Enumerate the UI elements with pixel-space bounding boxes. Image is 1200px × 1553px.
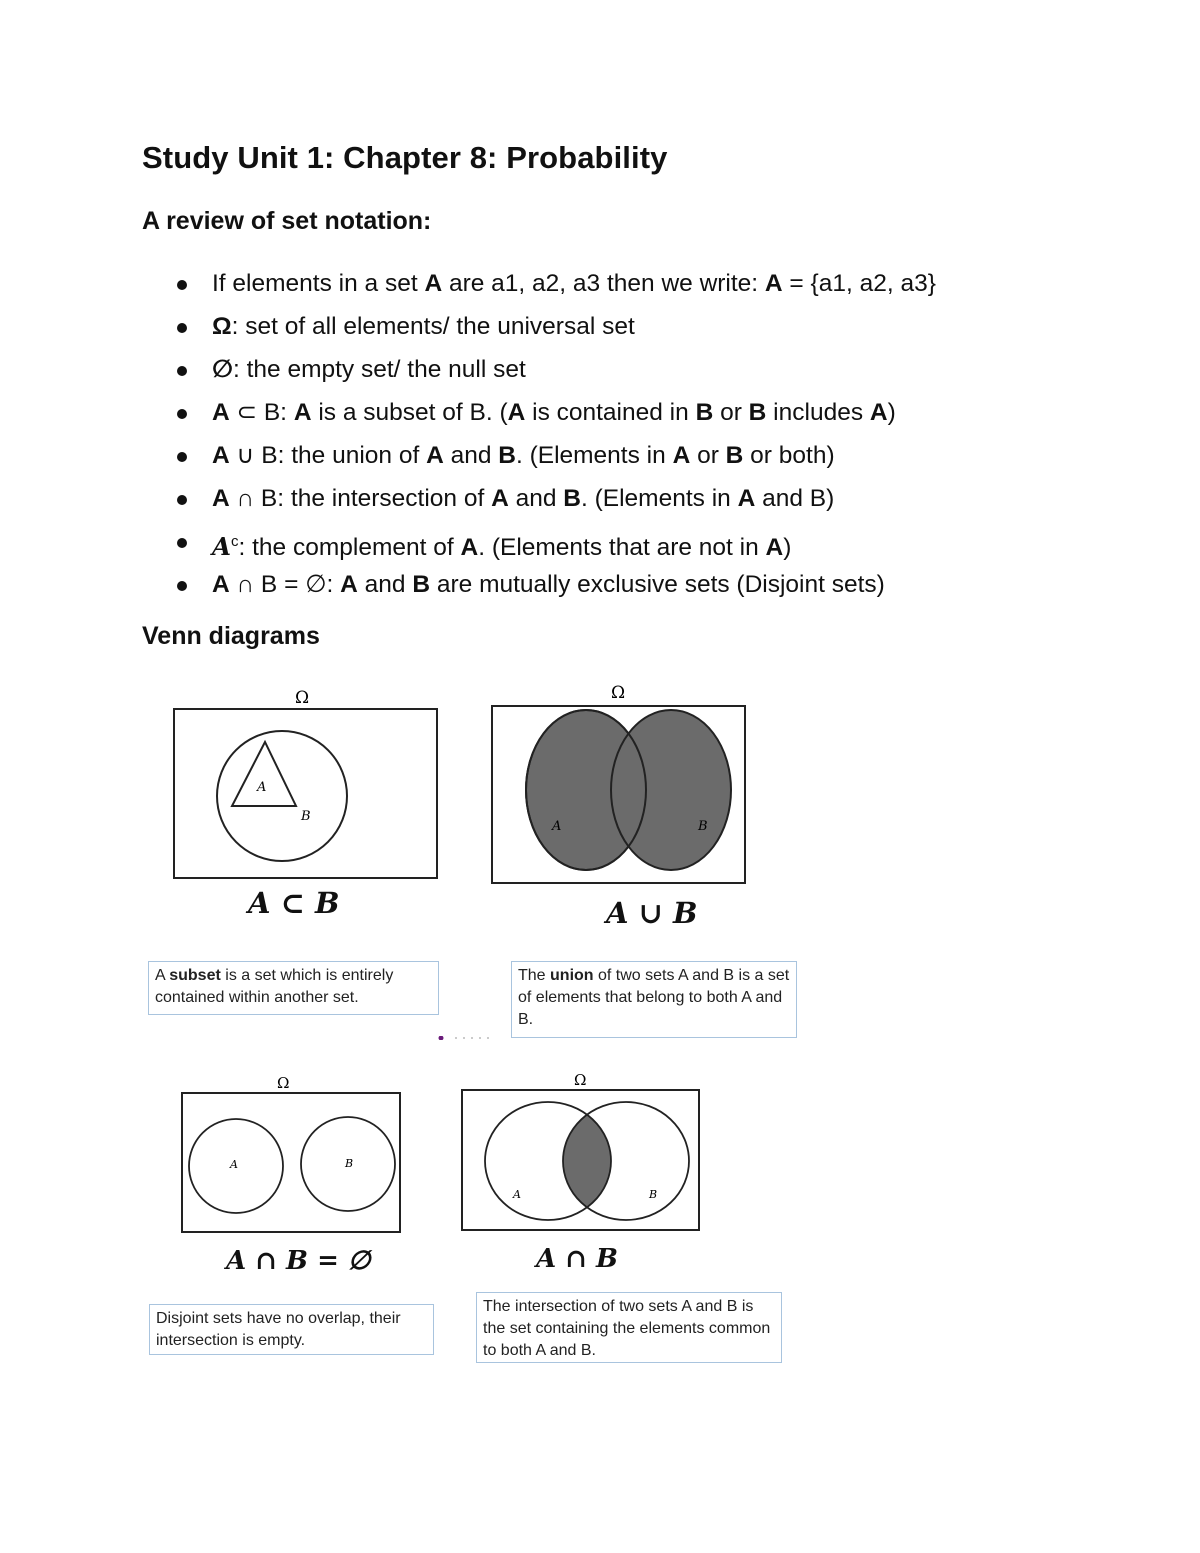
subset-note [148, 961, 439, 1015]
notation-text: . (Elements that are not in [478, 534, 766, 562]
notation-term: A [737, 485, 756, 512]
set-b-label: B [649, 1188, 658, 1201]
notation-list [172, 264, 936, 608]
intersection-venn-diagram [458, 1066, 706, 1236]
notation-term: A [491, 485, 509, 512]
notation-text: ∩ B: the intersection of [229, 485, 492, 512]
notation-text: ∩ B = ∅: [229, 571, 341, 598]
notation-text: ∪ B: the union of [229, 442, 427, 469]
notation-term: B [563, 485, 581, 512]
notation-term: ∅ [212, 356, 233, 383]
disjoint-note: Disjoint sets have no overlap, their intersection is empty. [149, 1304, 434, 1355]
notation-term: B [725, 442, 744, 469]
notation-term: B [748, 399, 767, 426]
notation-text: = {a1, a2, a3} [782, 270, 936, 297]
notation-term: A [212, 571, 230, 598]
intersection-note: The intersection of two sets A and B is the set containing the elements common to both A and B. [476, 1292, 782, 1363]
set-a-label: A [230, 1158, 238, 1171]
notation-text: or [713, 399, 749, 426]
note-text: of two sets A and B is a set of elements that belong to both A and B. [518, 967, 790, 1028]
union-caption: A ∪ B [606, 896, 698, 930]
notation-item [172, 479, 936, 522]
review-heading: A review of set notation: [142, 207, 432, 235]
notation-text: are mutually exclusive sets (Disjoint sets) [430, 571, 885, 598]
notation-term: B [412, 571, 431, 598]
notation-term: A [293, 399, 312, 426]
notation-term: B [695, 399, 714, 426]
notation-item [172, 436, 936, 479]
set-a-triangle [232, 742, 296, 806]
notation-text: or [690, 442, 726, 469]
notation-term: A [765, 534, 784, 562]
note-text: is a set which is entirely contained within another set. [155, 967, 394, 1006]
notation-term: A [672, 442, 691, 469]
notation-text: are a1, a2, a3 then we write: [442, 270, 765, 297]
notation-text: ) [887, 399, 896, 426]
disjoint-venn-diagram [178, 1070, 408, 1240]
notation-term: A [212, 399, 230, 426]
page-title: Study Unit 1: Chapter 8: Probability [142, 140, 668, 175]
subset-venn-diagram [170, 680, 445, 885]
subset-caption: A ⊂ B [248, 886, 340, 920]
notation-term: A [426, 442, 444, 469]
notation-term: A [212, 442, 230, 469]
omega-label: Ω [574, 1071, 587, 1089]
union-note [511, 961, 797, 1038]
disjoint-caption: A ∩ B = ∅ [226, 1246, 371, 1276]
set-a-label: A [513, 1188, 521, 1201]
notation-term: B [498, 442, 516, 469]
notation-item [172, 565, 936, 608]
notation-text: ) [783, 534, 792, 562]
notation-item [172, 393, 936, 436]
notation-term: A [460, 534, 479, 562]
union-venn-diagram [488, 678, 750, 888]
notation-text: . (Elements in [581, 485, 738, 512]
notation-text: includes [766, 399, 870, 426]
intersection-caption: A ∩ B [536, 1244, 619, 1274]
notation-term: A [340, 571, 358, 598]
notation-term: A [424, 270, 443, 297]
notation-text: . (Elements in [515, 442, 673, 469]
notation-text: ⊂ B: [229, 399, 294, 426]
omega-label: Ω [277, 1074, 290, 1092]
notation-term: A [212, 485, 230, 512]
note-text: A [155, 967, 170, 984]
omega-label: Ω [611, 683, 626, 703]
notation-item [172, 307, 936, 350]
notation-text: is a subset of B. ( [311, 399, 508, 426]
set-b-label: B [345, 1157, 354, 1170]
notation-text: and [508, 485, 564, 512]
notation-text: : set of all elements/ the universal set [231, 313, 635, 340]
notation-text: or both) [743, 442, 835, 469]
set-a-label: A [552, 819, 562, 834]
notation-text: If elements in a set [212, 270, 425, 297]
universal-set-box [182, 1093, 400, 1232]
note-term: subset [169, 967, 221, 984]
set-b-label: B [301, 809, 311, 824]
note-text: The [518, 967, 551, 984]
notation-item [172, 350, 936, 393]
notation-text: and [443, 442, 499, 469]
notation-term: A [764, 270, 783, 297]
notation-text: and B) [755, 485, 835, 512]
venn-heading: Venn diagrams [142, 622, 320, 650]
notation-text: and [357, 571, 413, 598]
notation-item [172, 522, 936, 565]
notation-term: A [869, 399, 888, 426]
notation-text: : the empty set/ the null set [232, 356, 526, 383]
notation-term: A [507, 399, 526, 426]
notation-text: : the complement of [238, 534, 461, 562]
note-term: union [550, 967, 594, 984]
decorative-dots [436, 1036, 506, 1040]
notation-text: c [231, 533, 239, 550]
notation-text: A [212, 532, 232, 562]
set-a-label: A [257, 780, 267, 795]
omega-label: Ω [295, 688, 310, 708]
set-b-label: B [698, 819, 708, 834]
notation-term: Ω [212, 313, 232, 340]
notation-text: is contained in [525, 399, 696, 426]
notation-item [172, 264, 936, 307]
